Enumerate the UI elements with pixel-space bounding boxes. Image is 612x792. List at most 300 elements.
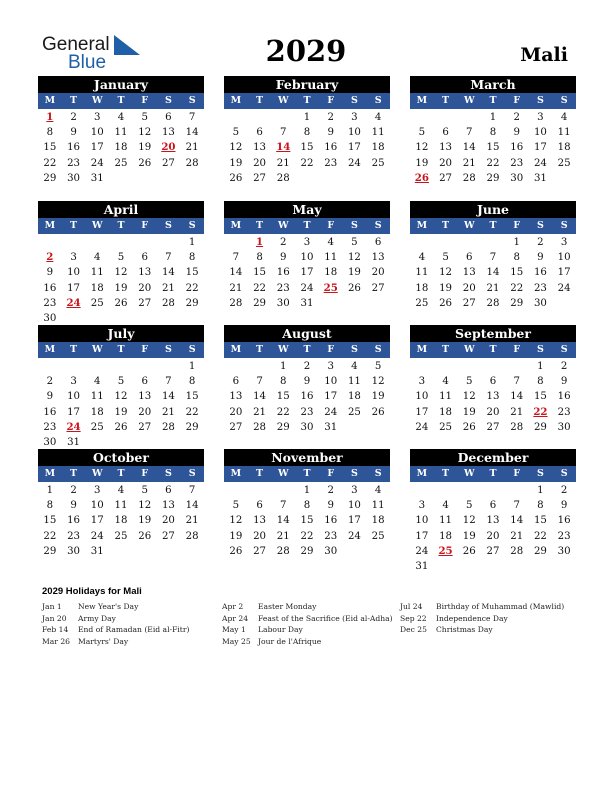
day-cell: 28	[462, 172, 476, 184]
day-cell: 6	[466, 252, 473, 264]
day-cell: 19	[462, 406, 476, 418]
day-cell: 4	[374, 485, 382, 496]
day-cell: 23	[510, 157, 524, 169]
day-cell: 30	[300, 421, 314, 433]
day-cell: 21	[253, 406, 267, 418]
day-cell: 25	[371, 530, 385, 542]
day-cell: 10	[415, 391, 429, 403]
day-cell: 21	[276, 530, 290, 542]
day-cell: 18	[90, 406, 104, 418]
weekday-header	[224, 342, 390, 358]
holiday-name: Easter Monday	[258, 602, 317, 611]
day-cell: 26	[229, 545, 243, 557]
empty-cell	[271, 483, 295, 498]
day-cell: 14	[185, 127, 199, 139]
empty-cell	[157, 235, 181, 250]
empty-cell	[410, 483, 434, 498]
day-cell: 12	[371, 376, 385, 388]
day-cell: 9	[560, 376, 568, 388]
day-cell: 24	[347, 157, 361, 169]
empty-cell	[248, 483, 272, 498]
day-cell: 2	[303, 361, 311, 372]
weekday-label: M	[230, 220, 242, 231]
holiday-date: Jan 20	[42, 613, 67, 623]
holiday-date: Jan 1	[42, 602, 62, 611]
day-cell: 2	[70, 112, 77, 123]
empty-cell	[224, 483, 248, 498]
day-cell: 3	[327, 361, 334, 372]
day-cell: 12	[138, 500, 152, 512]
day-cell: 3	[70, 376, 77, 388]
day-cell: 26	[138, 530, 152, 542]
holiday-name: Jour de l'Afrique	[258, 636, 322, 646]
weekday-label: M	[44, 220, 56, 231]
day-cell: 4	[418, 252, 426, 264]
day-cell: 10	[90, 127, 104, 139]
empty-cell	[248, 359, 272, 374]
weekday-label: M	[230, 468, 242, 479]
weekday-header	[38, 218, 204, 234]
weekday-label: S	[188, 220, 196, 231]
holiday-name: End of Ramadan (Eid al-Fitr)	[78, 625, 190, 634]
weekday-label: W	[463, 468, 475, 479]
day-cell: 18	[371, 515, 385, 527]
weekday-label: F	[141, 95, 149, 106]
weekday-label: S	[536, 220, 544, 231]
day-cell: 18	[114, 142, 128, 154]
day-cell: 13	[253, 142, 267, 154]
weekday-label: T	[256, 95, 264, 106]
day-cell: 5	[232, 500, 240, 512]
day-cell: 12	[415, 142, 429, 154]
day-cell: 8	[280, 376, 287, 388]
day-cell: 16	[324, 515, 338, 527]
day-cell: 30	[533, 297, 547, 309]
holiday-day-cell: 25	[323, 281, 338, 294]
day-cell: 21	[185, 142, 199, 154]
day-cell: 10	[90, 500, 104, 512]
day-cell: 28	[510, 421, 524, 433]
weekday-label: T	[303, 95, 311, 106]
holiday-row	[222, 613, 393, 625]
weekday-label: M	[44, 468, 56, 479]
day-cell: 15	[533, 515, 547, 527]
day-cell: 1	[489, 112, 497, 123]
days-grid	[224, 359, 390, 435]
day-cell: 25	[114, 530, 128, 542]
weekday-label: F	[327, 468, 335, 479]
days-grid	[224, 110, 390, 186]
day-cell: 21	[229, 282, 243, 294]
weekday-label: M	[416, 95, 428, 106]
holiday-day-cell: 20	[161, 141, 176, 154]
logo-text-general: General	[42, 34, 110, 55]
holiday-row	[400, 624, 564, 636]
weekday-label: T	[256, 468, 264, 479]
days-grid	[38, 359, 204, 450]
weekday-label: T	[303, 468, 311, 479]
weekday-label: S	[164, 468, 172, 479]
day-cell: 11	[371, 127, 385, 139]
weekday-label: M	[416, 344, 428, 355]
day-cell: 14	[185, 500, 199, 512]
month-january	[38, 76, 204, 186]
day-cell: 7	[280, 127, 287, 139]
weekday-label: F	[141, 468, 149, 479]
weekday-label: F	[327, 344, 335, 355]
day-cell: 23	[324, 530, 338, 542]
holiday-row	[42, 624, 189, 636]
day-cell: 25	[90, 421, 104, 433]
day-cell: 13	[253, 515, 267, 527]
day-cell: 28	[229, 297, 243, 309]
day-cell: 3	[351, 485, 358, 496]
day-cell: 5	[141, 485, 148, 496]
weekday-label: T	[489, 220, 497, 231]
day-cell: 8	[46, 127, 54, 139]
weekday-label: W	[91, 95, 103, 106]
weekday-label: S	[536, 344, 544, 355]
days-grid	[410, 235, 576, 311]
day-cell: 1	[46, 485, 54, 496]
month-july	[38, 325, 204, 450]
holiday-day-cell: 22	[533, 405, 548, 418]
day-cell: 2	[537, 237, 544, 248]
empty-cell	[410, 235, 434, 250]
day-cell: 26	[462, 545, 476, 557]
holiday-date: Feb 14	[42, 625, 69, 634]
day-cell: 21	[161, 282, 175, 294]
day-cell: 8	[303, 127, 311, 139]
day-cell: 7	[165, 376, 172, 388]
empty-cell	[109, 235, 133, 250]
day-cell: 23	[324, 157, 338, 169]
day-cell: 21	[462, 157, 476, 169]
holiday-name: Martyrs' Day	[78, 636, 129, 646]
day-cell: 23	[533, 282, 547, 294]
weekday-label: F	[513, 220, 521, 231]
day-cell: 9	[303, 376, 311, 388]
day-cell: 17	[347, 142, 361, 154]
weekday-label: S	[374, 344, 382, 355]
empty-cell	[410, 110, 434, 125]
day-cell: 28	[161, 421, 175, 433]
day-cell: 6	[141, 376, 148, 388]
day-cell: 26	[114, 297, 128, 309]
weekday-label: T	[489, 468, 497, 479]
country-name: Mali	[520, 44, 568, 66]
day-cell: 15	[533, 391, 547, 403]
day-cell: 17	[67, 406, 81, 418]
day-cell: 10	[347, 500, 361, 512]
day-cell: 22	[300, 530, 314, 542]
day-cell: 27	[253, 545, 267, 557]
day-cell: 8	[537, 500, 544, 512]
day-cell: 9	[327, 500, 334, 512]
day-cell: 7	[280, 500, 287, 512]
empty-cell	[434, 110, 458, 125]
weekday-header	[410, 466, 576, 482]
days-grid	[410, 359, 576, 435]
logo-text-blue: Blue	[68, 52, 107, 73]
day-cell: 8	[513, 252, 520, 264]
weekday-label: T	[442, 95, 450, 106]
day-cell: 8	[188, 376, 196, 388]
day-cell: 1	[537, 361, 544, 372]
day-cell: 11	[439, 515, 453, 527]
weekday-label: W	[277, 468, 289, 479]
weekday-label: W	[463, 95, 475, 106]
day-cell: 5	[117, 252, 125, 264]
day-cell: 15	[253, 267, 267, 279]
holiday-date: Jul 24	[400, 602, 423, 611]
day-cell: 6	[489, 500, 497, 512]
empty-cell	[38, 235, 62, 250]
day-cell: 30	[324, 545, 338, 557]
day-cell: 30	[557, 421, 571, 433]
day-cell: 16	[510, 142, 524, 154]
day-cell: 13	[138, 391, 152, 403]
day-cell: 9	[46, 391, 54, 403]
day-cell: 24	[347, 530, 361, 542]
weekday-label: T	[117, 468, 125, 479]
empty-cell	[410, 359, 434, 374]
weekday-label: T	[303, 220, 311, 231]
weekday-label: W	[277, 95, 289, 106]
day-cell: 16	[324, 142, 338, 154]
day-cell: 5	[351, 237, 358, 248]
day-cell: 7	[232, 252, 240, 264]
day-cell: 11	[371, 500, 385, 512]
day-cell: 27	[486, 545, 500, 557]
month-march	[410, 76, 576, 186]
day-cell: 10	[557, 252, 571, 264]
day-cell: 24	[533, 157, 547, 169]
day-cell: 1	[513, 237, 520, 248]
month-header: April	[38, 201, 204, 218]
day-cell: 20	[138, 406, 152, 418]
day-cell: 31	[90, 172, 104, 184]
day-cell: 23	[43, 297, 57, 309]
day-cell: 7	[188, 485, 196, 496]
weekday-label: S	[164, 344, 172, 355]
day-cell: 1	[280, 361, 287, 372]
day-cell: 1	[537, 485, 544, 496]
day-cell: 12	[114, 267, 128, 279]
day-cell: 19	[439, 282, 453, 294]
weekday-label: S	[350, 344, 358, 355]
day-cell: 22	[510, 282, 524, 294]
day-cell: 14	[510, 391, 524, 403]
day-cell: 1	[188, 237, 196, 248]
day-cell: 22	[486, 157, 500, 169]
day-cell: 19	[138, 515, 152, 527]
month-june	[410, 201, 576, 311]
day-cell: 26	[439, 297, 453, 309]
weekday-label: S	[350, 468, 358, 479]
day-cell: 23	[557, 530, 571, 542]
day-cell: 23	[557, 406, 571, 418]
weekday-label: S	[164, 220, 172, 231]
day-cell: 17	[90, 515, 104, 527]
day-cell: 6	[374, 237, 382, 248]
month-header: August	[224, 325, 390, 342]
day-cell: 11	[439, 391, 453, 403]
holiday-day-cell: 1	[256, 236, 264, 248]
weekday-label: S	[188, 468, 196, 479]
day-cell: 2	[560, 485, 568, 496]
weekday-label: S	[188, 95, 196, 106]
empty-cell	[434, 359, 458, 374]
day-cell: 23	[300, 406, 314, 418]
day-cell: 9	[560, 500, 568, 512]
day-cell: 19	[462, 530, 476, 542]
empty-cell	[457, 359, 481, 374]
day-cell: 8	[46, 500, 54, 512]
holiday-name: Labour Day	[258, 625, 303, 634]
day-cell: 12	[138, 127, 152, 139]
day-cell: 18	[114, 515, 128, 527]
day-cell: 25	[371, 157, 385, 169]
day-cell: 5	[466, 500, 473, 512]
empty-cell	[505, 359, 529, 374]
weekday-label: S	[350, 95, 358, 106]
day-cell: 4	[351, 361, 358, 372]
day-cell: 9	[70, 127, 77, 139]
day-cell: 17	[415, 530, 429, 542]
day-cell: 25	[557, 157, 571, 169]
day-cell: 8	[537, 376, 544, 388]
day-cell: 4	[117, 112, 125, 123]
day-cell: 27	[229, 421, 243, 433]
weekday-label: F	[513, 468, 521, 479]
day-cell: 8	[256, 252, 263, 264]
holiday-row	[42, 636, 189, 648]
day-cell: 24	[90, 530, 104, 542]
days-grid	[224, 483, 390, 559]
day-cell: 3	[94, 112, 101, 123]
day-cell: 3	[351, 112, 358, 123]
weekday-header	[410, 93, 576, 109]
day-cell: 16	[276, 267, 290, 279]
day-cell: 28	[276, 545, 290, 557]
day-cell: 28	[486, 297, 500, 309]
holiday-day-cell: 25	[438, 544, 453, 557]
holiday-column	[400, 601, 564, 636]
weekday-label: M	[44, 95, 56, 106]
weekday-header	[224, 93, 390, 109]
month-header: July	[38, 325, 204, 342]
empty-cell	[457, 110, 481, 125]
holiday-date: Apr 24	[222, 613, 249, 623]
day-cell: 15	[510, 267, 524, 279]
day-cell: 22	[533, 530, 547, 542]
weekday-label: T	[70, 95, 78, 106]
day-cell: 16	[43, 406, 57, 418]
day-cell: 28	[276, 172, 290, 184]
weekday-label: F	[327, 220, 335, 231]
holiday-column	[42, 601, 189, 647]
day-cell: 29	[533, 545, 547, 557]
day-cell: 29	[510, 297, 524, 309]
day-cell: 22	[253, 282, 267, 294]
day-cell: 26	[229, 172, 243, 184]
day-cell: 17	[300, 267, 314, 279]
day-cell: 6	[232, 376, 240, 388]
day-cell: 15	[185, 391, 199, 403]
day-cell: 15	[43, 142, 57, 154]
month-may	[224, 201, 390, 311]
day-cell: 11	[114, 500, 128, 512]
day-cell: 19	[371, 391, 385, 403]
empty-cell	[434, 235, 458, 250]
weekday-label: W	[277, 344, 289, 355]
day-cell: 1	[188, 361, 196, 372]
day-cell: 21	[161, 406, 175, 418]
day-cell: 25	[114, 157, 128, 169]
weekday-label: M	[416, 220, 428, 231]
day-cell: 21	[276, 157, 290, 169]
day-cell: 19	[114, 406, 128, 418]
day-cell: 29	[486, 172, 500, 184]
empty-cell	[271, 110, 295, 125]
month-november	[224, 449, 390, 559]
day-cell: 25	[90, 297, 104, 309]
day-cell: 29	[43, 545, 57, 557]
weekday-label: M	[230, 95, 242, 106]
day-cell: 13	[462, 267, 476, 279]
day-cell: 3	[560, 237, 568, 248]
day-cell: 22	[300, 157, 314, 169]
weekday-header	[38, 466, 204, 482]
day-cell: 22	[185, 282, 199, 294]
day-cell: 27	[138, 421, 152, 433]
weekday-label: S	[560, 95, 568, 106]
weekday-label: T	[442, 220, 450, 231]
days-grid	[38, 483, 204, 559]
day-cell: 17	[324, 391, 338, 403]
weekday-label: S	[164, 95, 172, 106]
day-cell: 2	[327, 485, 334, 496]
empty-cell	[224, 235, 248, 250]
day-cell: 18	[371, 142, 385, 154]
weekday-label: M	[230, 344, 242, 355]
day-cell: 27	[253, 172, 267, 184]
holiday-date: May 25	[222, 636, 251, 646]
days-grid	[224, 235, 390, 311]
day-cell: 5	[418, 127, 426, 139]
weekday-label: S	[188, 344, 196, 355]
empty-cell	[457, 483, 481, 498]
day-cell: 13	[161, 127, 175, 139]
day-cell: 25	[415, 297, 429, 309]
weekday-label: F	[513, 344, 521, 355]
day-cell: 19	[229, 530, 243, 542]
day-cell: 19	[138, 142, 152, 154]
day-cell: 14	[161, 267, 175, 279]
day-cell: 6	[141, 252, 148, 264]
empty-cell	[481, 483, 505, 498]
weekday-label: T	[256, 344, 264, 355]
day-cell: 28	[510, 545, 524, 557]
weekday-label: W	[463, 220, 475, 231]
weekday-header	[224, 218, 390, 234]
day-cell: 7	[489, 252, 497, 264]
holiday-day-cell: 14	[276, 141, 291, 154]
empty-cell	[481, 359, 505, 374]
day-cell: 2	[280, 237, 287, 248]
day-cell: 15	[185, 267, 199, 279]
